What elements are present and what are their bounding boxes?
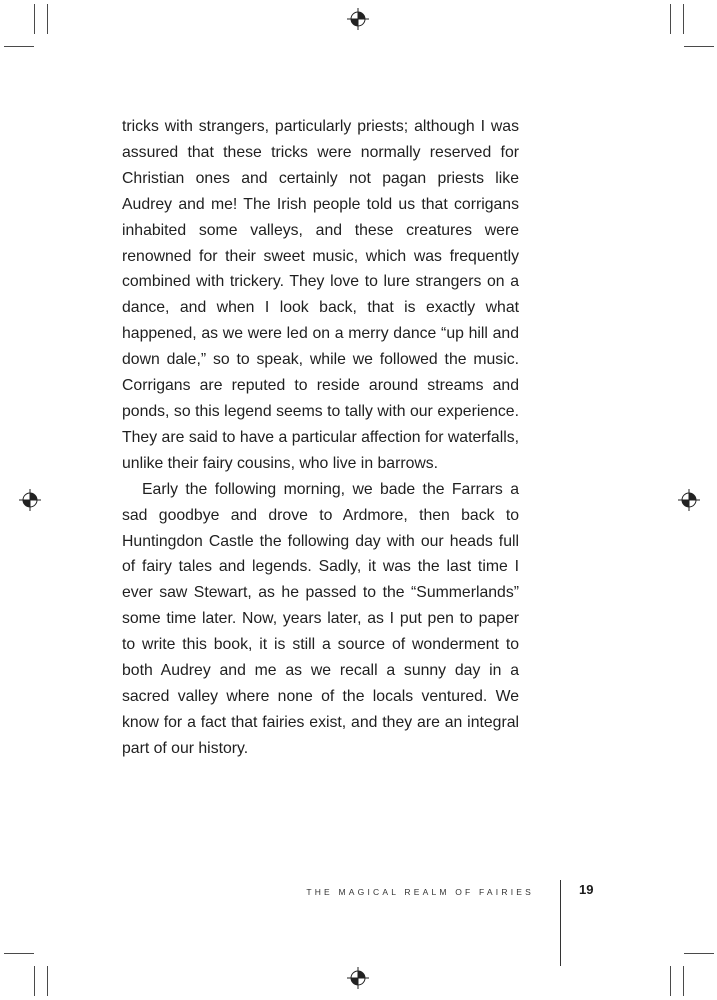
running-head: THE MAGICAL REALM OF FAIRIES: [306, 887, 534, 897]
crop-mark: [670, 966, 671, 996]
body-text: [122, 114, 519, 762]
crop-mark: [34, 966, 35, 996]
crop-mark: [670, 4, 671, 34]
registration-mark-icon: [347, 8, 369, 30]
footer-divider: [560, 880, 561, 966]
crop-mark: [684, 953, 714, 954]
registration-mark-icon: [347, 967, 369, 989]
registration-mark-icon: [678, 489, 700, 511]
crop-mark: [47, 966, 48, 996]
paragraph: Early the following morning, we bade the Farrars a sad goodbye and drove to Ardmore, then back to Huntingdon Castle the following day with our heads full of fairy tales and legends. Sadly, it was the last time I ever saw Stewart, as he passed to the “Summerlands” some time later. Now, years later, as I put pen to paper to write this book, it is still a source of wonderment to both Audrey and me as we recall a sunny day in a sacred valley where none of the locals ventured. We know for a fact that fairies exist, and they are an integral part of our history.: [122, 480, 519, 757]
page-number: 19: [579, 882, 594, 897]
crop-mark: [684, 46, 714, 47]
crop-mark: [4, 46, 34, 47]
crop-mark: [4, 953, 34, 954]
crop-mark: [683, 4, 684, 34]
registration-mark-icon: [19, 489, 41, 511]
crop-mark: [34, 4, 35, 34]
crop-mark: [47, 4, 48, 34]
paragraph: tricks with strangers, particularly priests; although I was assured that these tricks were normally reserved for Christian ones and certainly not pagan priests like Audrey and me! The Irish people told us that corrigans inhabited some valleys, and these creatures were renowned for their sweet music, which was frequently combined with trickery. They love to lure strangers on a dance, and when I look back, that is exactly what happened, as we were led on a merry dance “up hill and down dale,” so to speak, while we followed the music. Corrigans are reputed to reside around streams and ponds, so this legend seems to tally with our experience. They are said to have a particular affection for waterfalls, unlike their fairy cousins, who live in barrows.: [122, 118, 519, 472]
crop-mark: [683, 966, 684, 996]
